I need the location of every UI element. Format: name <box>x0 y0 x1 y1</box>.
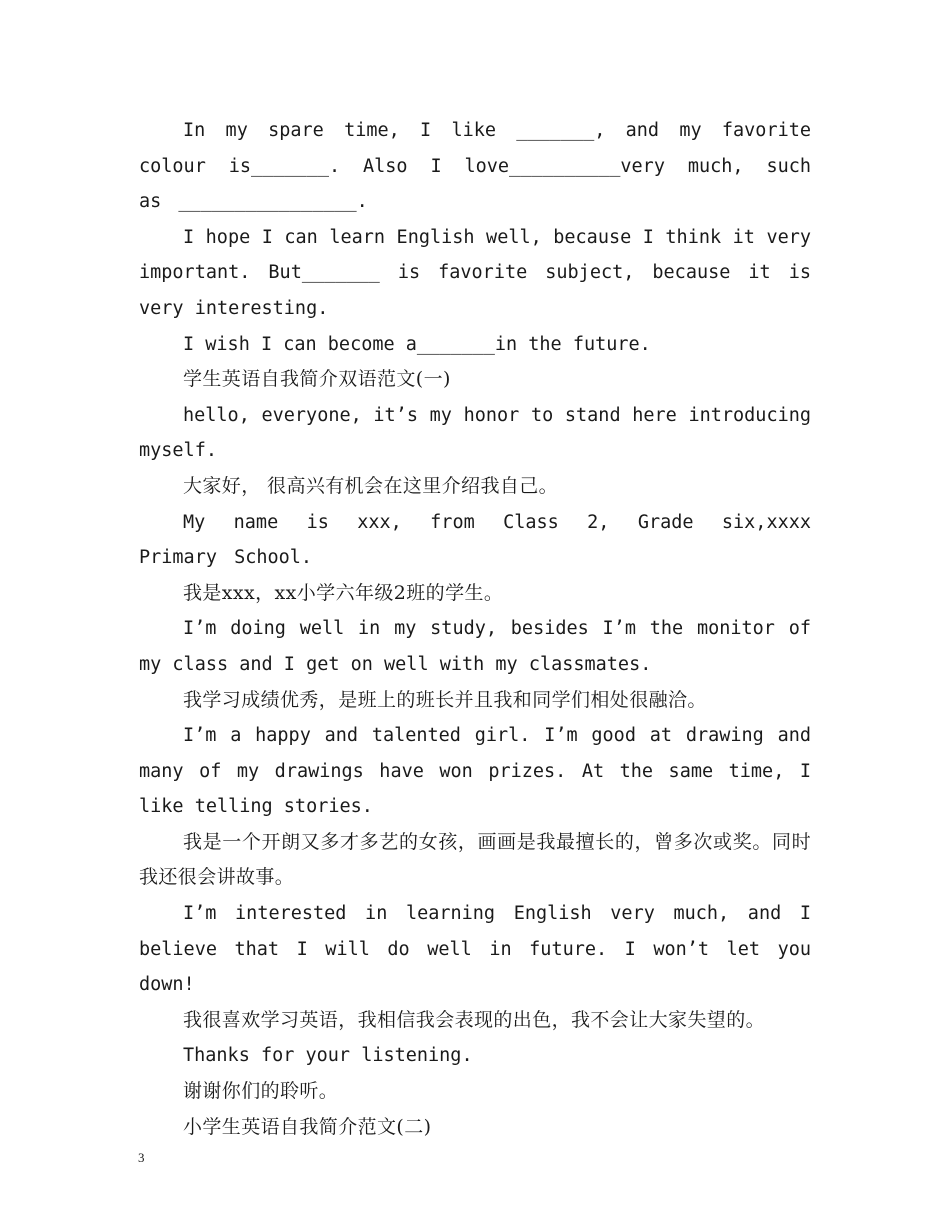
paragraph-greeting-zh: 大家好， 很高兴有机会在这里介绍我自己。 <box>183 474 559 497</box>
paragraph-name-en: My name is xxx, from Class 2, Grade six,xxxx Primary School. <box>139 511 811 569</box>
paragraph-name-zh: 我是xxx，xx小学六年级2班的学生。 <box>183 581 504 604</box>
document-body <box>139 113 811 1145</box>
paragraph-greeting-en: hello, everyone, it’s my honor to stand here introducing myself. <box>139 404 811 462</box>
paragraph-thanks-zh: 谢谢你们的聆听。 <box>183 1080 339 1103</box>
section-heading-1: 学生英语自我简介双语范文(一) <box>183 368 451 391</box>
paragraph-english-interest-zh: 我很喜欢学习英语，我相信我会表现的出色，我不会让大家失望的。 <box>183 1008 766 1031</box>
paragraph-talent-zh: 我是一个开朗又多才多艺的女孩，画画是我最擅长的，曾多次或奖。同时我还很会讲故事。 <box>139 830 811 889</box>
paragraph-learn-english: I hope I can learn English well, because I think it very important. But_______ is favorite subject, because it is very interesting. <box>139 226 811 319</box>
paragraph-study-en: I’m doing well in my study, besides I’m the monitor of my class and I get on well with my classmates. <box>139 618 811 675</box>
section-heading-2: 小学生英语自我简介范文(二) <box>183 1115 432 1138</box>
paragraph-thanks-en: Thanks for your listening. <box>183 1045 473 1067</box>
paragraph-talent-en: I’m a happy and talented girl. I’m good at drawing and many of my drawings have won prizes. At the same time, I like telling stories. <box>139 725 811 818</box>
paragraph-future-wish: I wish I can become a_______in the future. <box>183 333 651 355</box>
paragraph-english-interest-en: I’m interested in learning English very much, and I believe that I will do well in future. I won’t let you down! <box>139 903 811 996</box>
paragraph-hobbies: In my spare time, I like _______, and my favorite colour is_______. Also I love__________very much, such as ________________. <box>139 120 811 213</box>
page-number: 3 <box>138 1150 145 1165</box>
paragraph-study-zh: 我学习成绩优秀，是班上的班长并且我和同学们相处很融洽。 <box>183 688 707 711</box>
